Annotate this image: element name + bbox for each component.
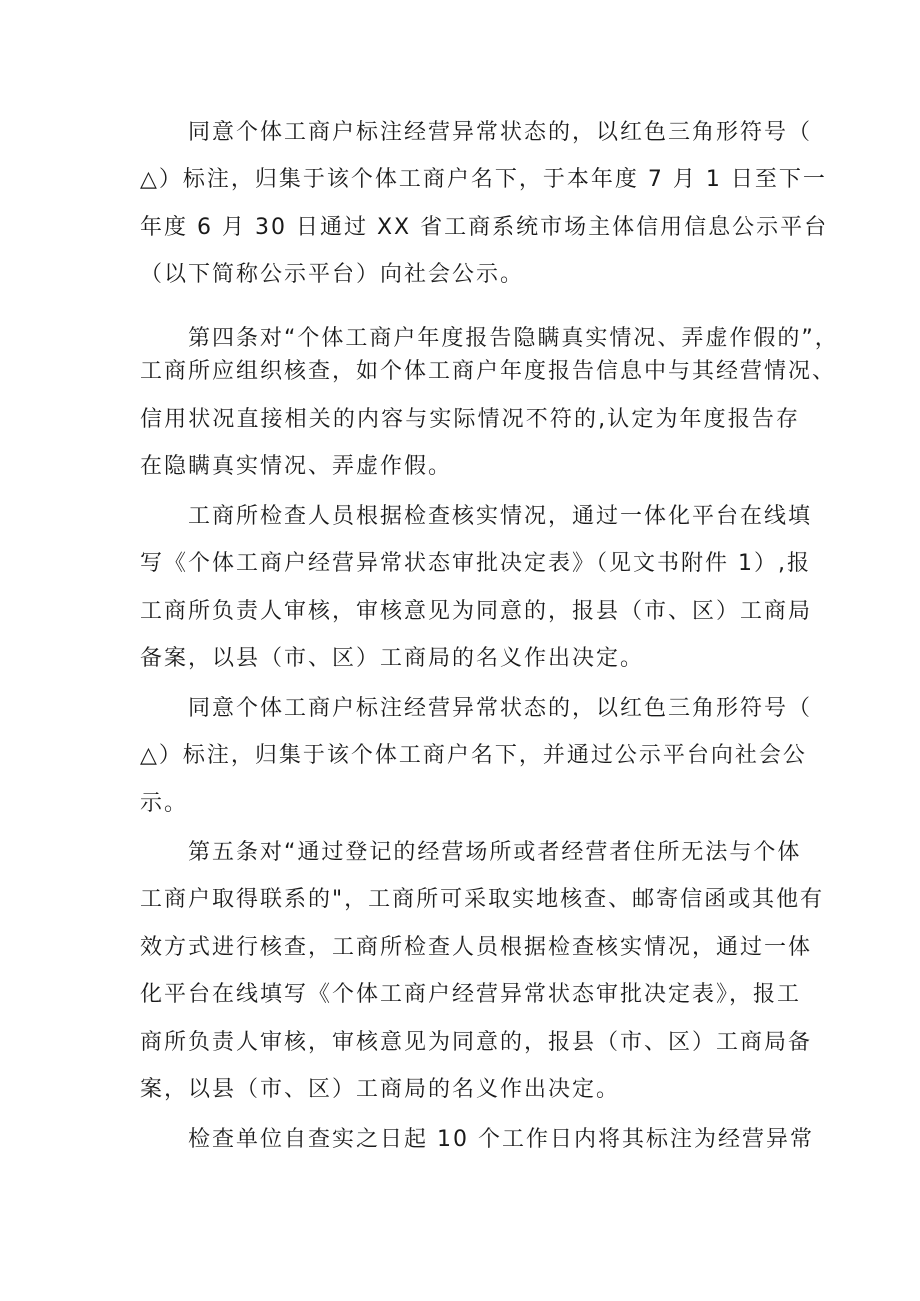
paragraph-3-line-4: 备案，以县（市、区）工商局的名义作出决定。 (140, 646, 645, 671)
paragraph-5-line-3: 效方式进行核查，工商所检查人员根据检查核实情况，通过一体 (140, 935, 813, 960)
paragraph-5-line-1: 第五条对“通过登记的经营场所或者经营者住所无法与个体 (188, 840, 802, 865)
paragraph-2-line-3: 信用状况直接相关的内容与实际情况不符的,认定为年度报告存 (140, 407, 800, 432)
paragraph-5-line-4: 化平台在线填写《个体工商户经营异常状态审批决定表》，报工 (140, 982, 802, 1007)
paragraph-3-line-3: 工商所负责人审核，审核意见为同意的，报县（市、区）工商局 (140, 599, 813, 624)
paragraph-3-line-2: 写《个体工商户经营异常状态审批决定表》（见文书附件 1）,报 (140, 551, 811, 576)
paragraph-4-line-1: 同意个体工商户标注经营异常状态的，以红色三角形符号（ (188, 696, 813, 721)
paragraph-3-line-1: 工商所检查人员根据检查核实情况，通过一体化平台在线填 (188, 504, 813, 529)
paragraph-6-line-1: 检查单位自查实之日起 10 个工作日内将其标注为经营异常 (188, 1127, 814, 1152)
paragraph-5-line-6: 案，以县（市、区）工商局的名义作出决定。 (140, 1077, 621, 1102)
paragraph-2-line-1: 第四条对“个体工商户年度报告隐瞒真实情况、弄虚作假的”， (188, 326, 839, 351)
paragraph-1-line-3: 年度 6 月 30 日通过 XX 省工商系统市场主体信用信息公示平台 (140, 215, 829, 240)
paragraph-2-line-4: 在隐瞒真实情况、弄虚作假。 (140, 454, 453, 479)
paragraph-1-line-1: 同意个体工商户标注经营异常状态的，以红色三角形符号（ (188, 120, 813, 145)
paragraph-1-line-2: △）标注，归集于该个体工商户名下，于本年度 7 月 1 日至下一 (140, 167, 827, 192)
paragraph-1-line-4: （以下简称公示平台）向社会公示。 (140, 262, 525, 287)
paragraph-5-line-5: 商所负责人审核，审核意见为同意的，报县（市、区）工商局备 (140, 1030, 813, 1055)
paragraph-5-line-2: 工商户取得联系的"，工商所可采取实地核查、邮寄信函或其他有 (140, 887, 825, 912)
paragraph-4-line-3: 示。 (140, 791, 189, 816)
paragraph-2-line-2: 工商所应组织核查，如个体工商户年度报告信息中与其经营情况、 (140, 359, 837, 384)
paragraph-4-line-2: △）标注，归集于该个体工商户名下，并通过公示平台向社会公 (140, 743, 807, 768)
